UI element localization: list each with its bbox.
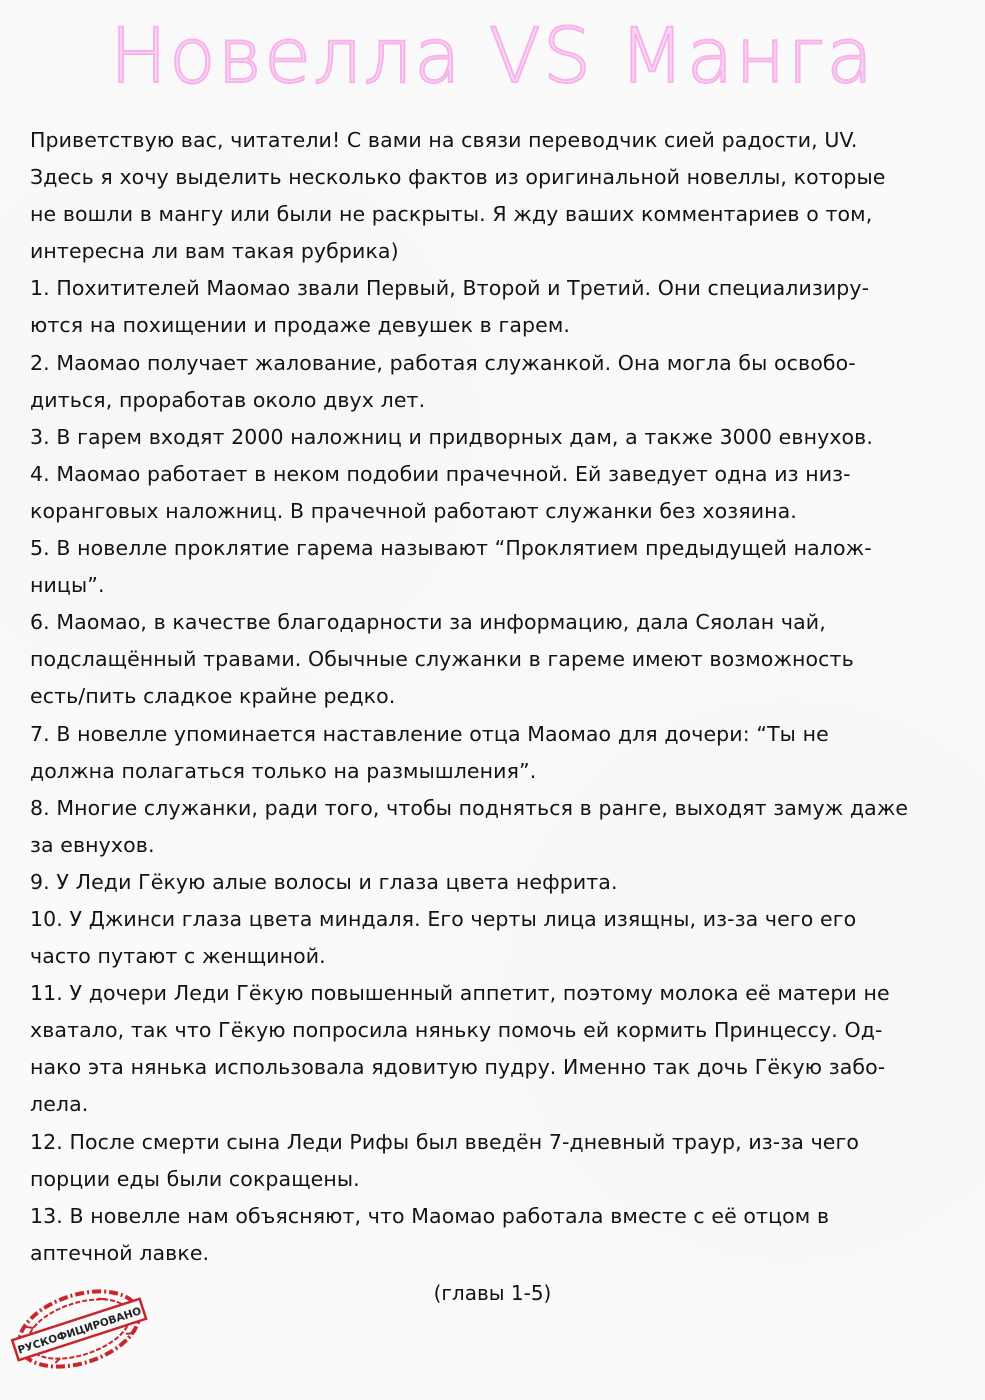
fact-line: 10. У Джинси глаза цвета миндаля. Его черты лица изящны, из-за чего его: [30, 906, 857, 931]
text-body: [30, 122, 955, 1272]
fact-line: 11. У дочери Леди Гёкую повышенный аппетит, поэтому молока её матери не: [30, 981, 890, 1006]
fact-line: лела.: [30, 1092, 89, 1117]
translator-stamp-icon: [6, 1288, 152, 1370]
fact-line: корангoвых наложниц. В прачечной работают служанки без хозяина.: [30, 498, 797, 523]
fact-line: есть/пить сладкое крайне редко.: [30, 684, 396, 709]
fact-line: аптечной лавке.: [30, 1240, 210, 1265]
text-line: Приветствую вас, читатели! С вами на связи переводчик сией радости, UV.: [30, 128, 858, 152]
text-line: интересна ли вам такая рубрика): [30, 239, 399, 264]
fact-line: часто путают с женщиной.: [30, 944, 326, 969]
fact-line: 13. В новелле нам объясняют, что Маомао работала вместе с её отцом в: [30, 1203, 830, 1228]
fact-line: 5. В новелле проклятие гарема называют “Проклятием предыдущей налож-: [30, 536, 872, 561]
fact-line: порции еды были сокращены.: [30, 1166, 360, 1191]
fact-line: 3. В гарем входят 2000 наложниц и придворных дам, а также 3000 евнухов.: [30, 424, 873, 449]
fact-line: 9. У Леди Гёкую алые волосы и глаза цвета нефрита.: [30, 869, 618, 894]
fact-line: за евнухов.: [30, 832, 155, 857]
text-line: Здесь я хочу выделить несколько фактов из оригинальной новеллы, которые: [30, 165, 886, 190]
fact-line: 1. Похитителей Маомао звали Первый, Второй и Третий. Они специализиру-: [30, 276, 870, 301]
page-title: Новелла VS Манга: [110, 11, 875, 100]
fact-line: 4. Маомао работает в неком подобии прачечной. Ей заведует одна из низ-: [30, 461, 851, 486]
fact-line: нако эта нянька использовала ядовитую пудру. Именно так дочь Гёкую забо-: [30, 1055, 886, 1080]
text-line: не вошли в мангу или были не раскрыты. Я жду ваших комментариев о том,: [30, 202, 873, 227]
fact-line: должна полагаться только на размышления”.: [30, 758, 537, 783]
fact-line: 2. Маомао получает жалование, работая служанкой. Она могла бы освобо-: [30, 350, 856, 375]
fact-line: 6. Маомао, в качестве благодарности за информацию, дала Сяолан чай,: [30, 610, 826, 635]
fact-line: 8. Многие служанки, ради того, чтобы подняться в ранге, выходят замуж даже: [30, 795, 909, 820]
fact-line: подслащённый травами. Обычные служанки в гареме имеют возможность: [30, 647, 854, 672]
stamp-text: РУСКОФИЦИРОВАНО: [16, 1305, 143, 1357]
chapters-note: (главы 1-5): [433, 1281, 552, 1305]
fact-line: ются на похищении и продаже девушек в гарем.: [30, 313, 571, 338]
fact-line: хватало, так что Гёкую попросила няньку помочь ей кормить Принцессу. Од-: [30, 1018, 883, 1043]
fact-line: диться, проработав около двух лет.: [30, 387, 426, 412]
fact-line: ницы”.: [30, 573, 105, 598]
fact-line: 7. В новелле упоминается наставление отца Маомао для дочери: “Ты не: [30, 721, 829, 746]
fact-line: 12. После смерти сына Леди Рифы был введён 7-дневный траур, из-за чего: [30, 1129, 860, 1154]
